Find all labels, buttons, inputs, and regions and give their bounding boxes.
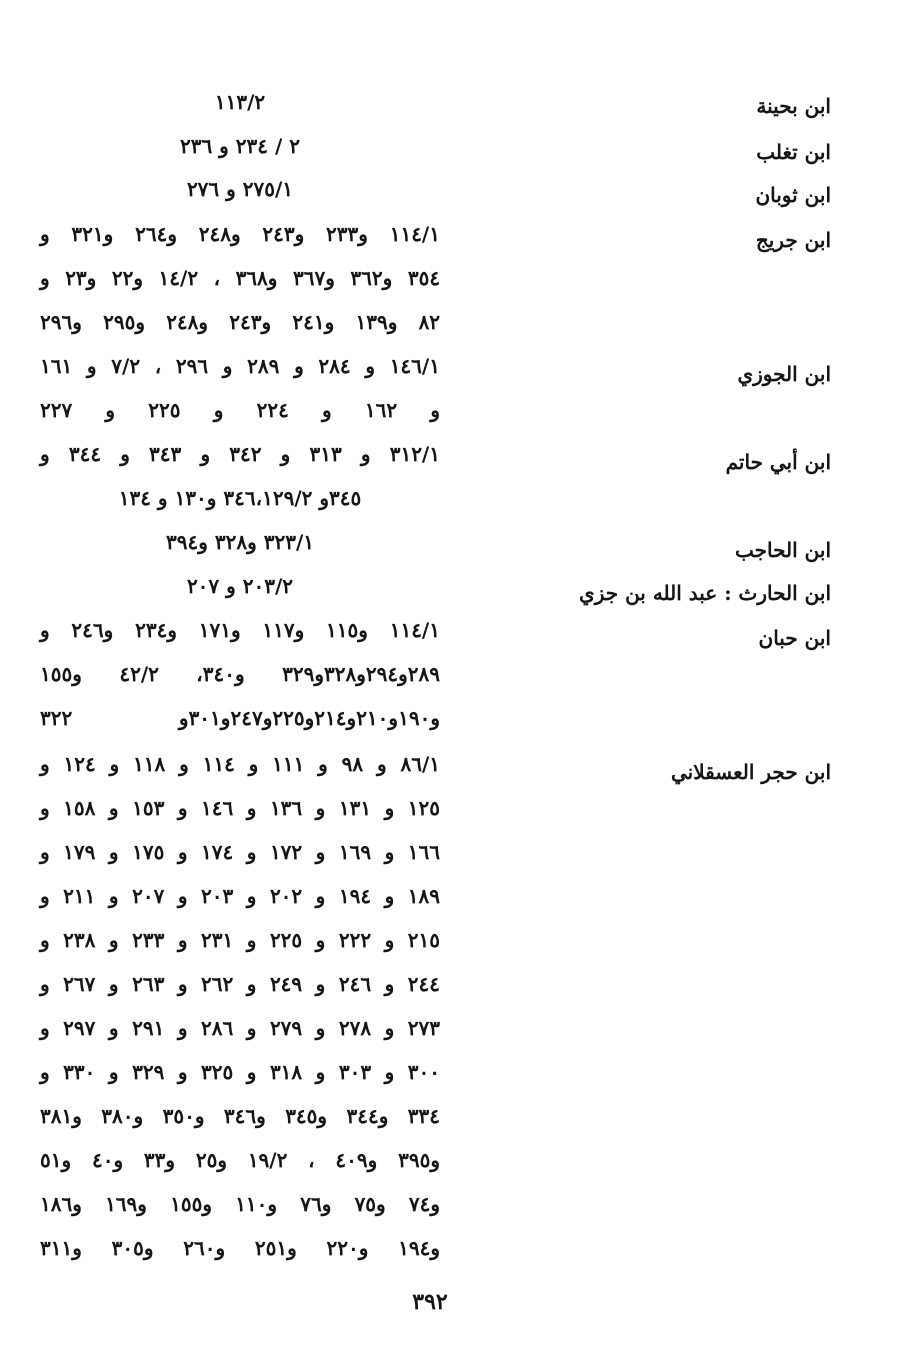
entry-refs-line: ١٢٥ و ١٣١ و ١٣٦ و ١٤٦ و ١٥٣ و ١٥٨ و <box>40 796 441 820</box>
entry-name: ابن حجر العسقلاني <box>670 760 831 784</box>
entry-refs-line: ٣٤٥و ٣٤٦،١٢٩/٢ و١٣٠ و ١٣٤ <box>118 486 362 510</box>
entry-refs-line: و ١٦٢ و ٢٢٤ و ٢٢٥ و ٢٢٧ <box>40 398 440 422</box>
entry-refs-line: ٨٢ و١٣٩ و٢٤١ و٢٤٣ و٢٤٨ و٢٩٥ و٢٩٦ <box>40 310 441 334</box>
entry-name: ابن أبي حاتم <box>725 450 831 474</box>
entry-name: ابن تغلب <box>756 140 831 164</box>
entry-refs-line: ٣٥٤ و٣٦٢ و٣٦٧ و٣٦٨ ، ١٤/٢ و٢٢ و٢٣ و <box>40 266 441 290</box>
entry-refs-line: ٣١٢/١ و ٣١٣ و ٣٤٢ و ٣٤٣ و ٣٤٤ و <box>40 442 440 466</box>
entry-refs-line: ٢٧٣ و ٢٧٨ و ٢٧٩ و ٢٨٦ و ٢٩١ و ٢٩٧ و <box>40 1016 441 1040</box>
entry-refs-line: ٢٠٣/٢ و ٢٠٧ <box>186 574 294 598</box>
entry-refs-line: ٣٠٠ و ٣٠٣ و ٣١٨ و ٣٢٥ و ٣٢٩ و ٣٣٠ و <box>40 1060 441 1084</box>
entry-name: ابن بحينة <box>756 94 831 118</box>
entry-refs-line: ٣٣٤ و٣٤٤ و٣٤٥ و٣٤٦ و٣٥٠ و٣٨٠ و٣٨١ <box>40 1104 441 1128</box>
entry-refs-line: ١٨٩ و ١٩٤ و ٢٠٢ و ٢٠٣ و ٢٠٧ و ٢١١ و <box>40 884 441 908</box>
entry-refs-line: و١٩٠و٢١٠و٢١٤و٢٢٥و٢٤٧و٣٠١و ٣٢٢ <box>40 706 440 730</box>
entry-name: ابن ثوبان <box>755 183 831 207</box>
entry-name: ابن حبان <box>758 626 831 650</box>
entry-refs-line: ٣٢٣/١ و٣٢٨ و٣٩٤ <box>166 530 314 554</box>
entry-refs-line: ٢٧٥/١ و ٢٧٦ <box>186 177 294 201</box>
entry-name: ابن الحارث : عبد الله بن جزي <box>579 581 831 605</box>
entry-refs-line: ٨٦/١ و ٩٨ و ١١١ و ١١٤ و ١١٨ و ١٢٤ و <box>40 752 440 776</box>
page-number: ٣٩٢ <box>412 1289 448 1315</box>
entry-refs-line: ١١٣/٢ <box>214 90 266 114</box>
entry-refs-line: ٢٨٩و٢٩٤و٣٢٨و٣٢٩ و٣٤٠، ٤٢/٢ و١٥٥ <box>40 662 441 686</box>
entry-refs-line: ١١٤/١ و٢٣٣ و٢٤٣ و٢٤٨ و٢٦٤ و٣٢١ و <box>40 222 440 246</box>
entry-name: ابن الحاجب <box>735 538 831 562</box>
entry-refs-line: ١٤٦/١ و ٢٨٤ و ٢٨٩ و ٢٩٦ ، ٧/٢ و ١٦١ <box>40 354 440 378</box>
entry-refs-line: ٢١٥ و ٢٢٢ و ٢٢٥ و ٢٣١ و ٢٣٣ و ٢٣٨ و <box>40 928 441 952</box>
entry-refs-line: ١١٤/١ و١١٥ و١١٧ و١٧١ و٢٣٤ و٢٤٦ و <box>40 618 440 642</box>
entry-refs-line: ١٦٦ و ١٦٩ و ١٧٢ و ١٧٤ و ١٧٥ و ١٧٩ و <box>40 840 441 864</box>
entry-name: ابن الجوزي <box>737 362 831 386</box>
entry-refs-line: و١٩٤ و٢٢٠ و٢٥١ و٢٦٠ و٣٠٥ و٣١١ <box>40 1236 441 1260</box>
entry-refs-line: ٢ / ٢٣٤ و ٢٣٦ <box>179 134 301 158</box>
entry-refs-line: ٢٤٤ و ٢٤٦ و ٢٤٩ و ٢٦٢ و ٢٦٣ و ٢٦٧ و <box>40 972 441 996</box>
entry-refs-line: و٧٤ و٧٥ و٧٦ و١١٠ و١٥٥ و١٦٩ و١٨٦ <box>40 1192 441 1216</box>
entry-name: ابن جريج <box>755 228 831 252</box>
entry-refs-line: و٣٩٥ و٤٠٩ ، ١٩/٢ و٢٥ و٣٣ و٤٠ و٥١ <box>40 1148 441 1172</box>
